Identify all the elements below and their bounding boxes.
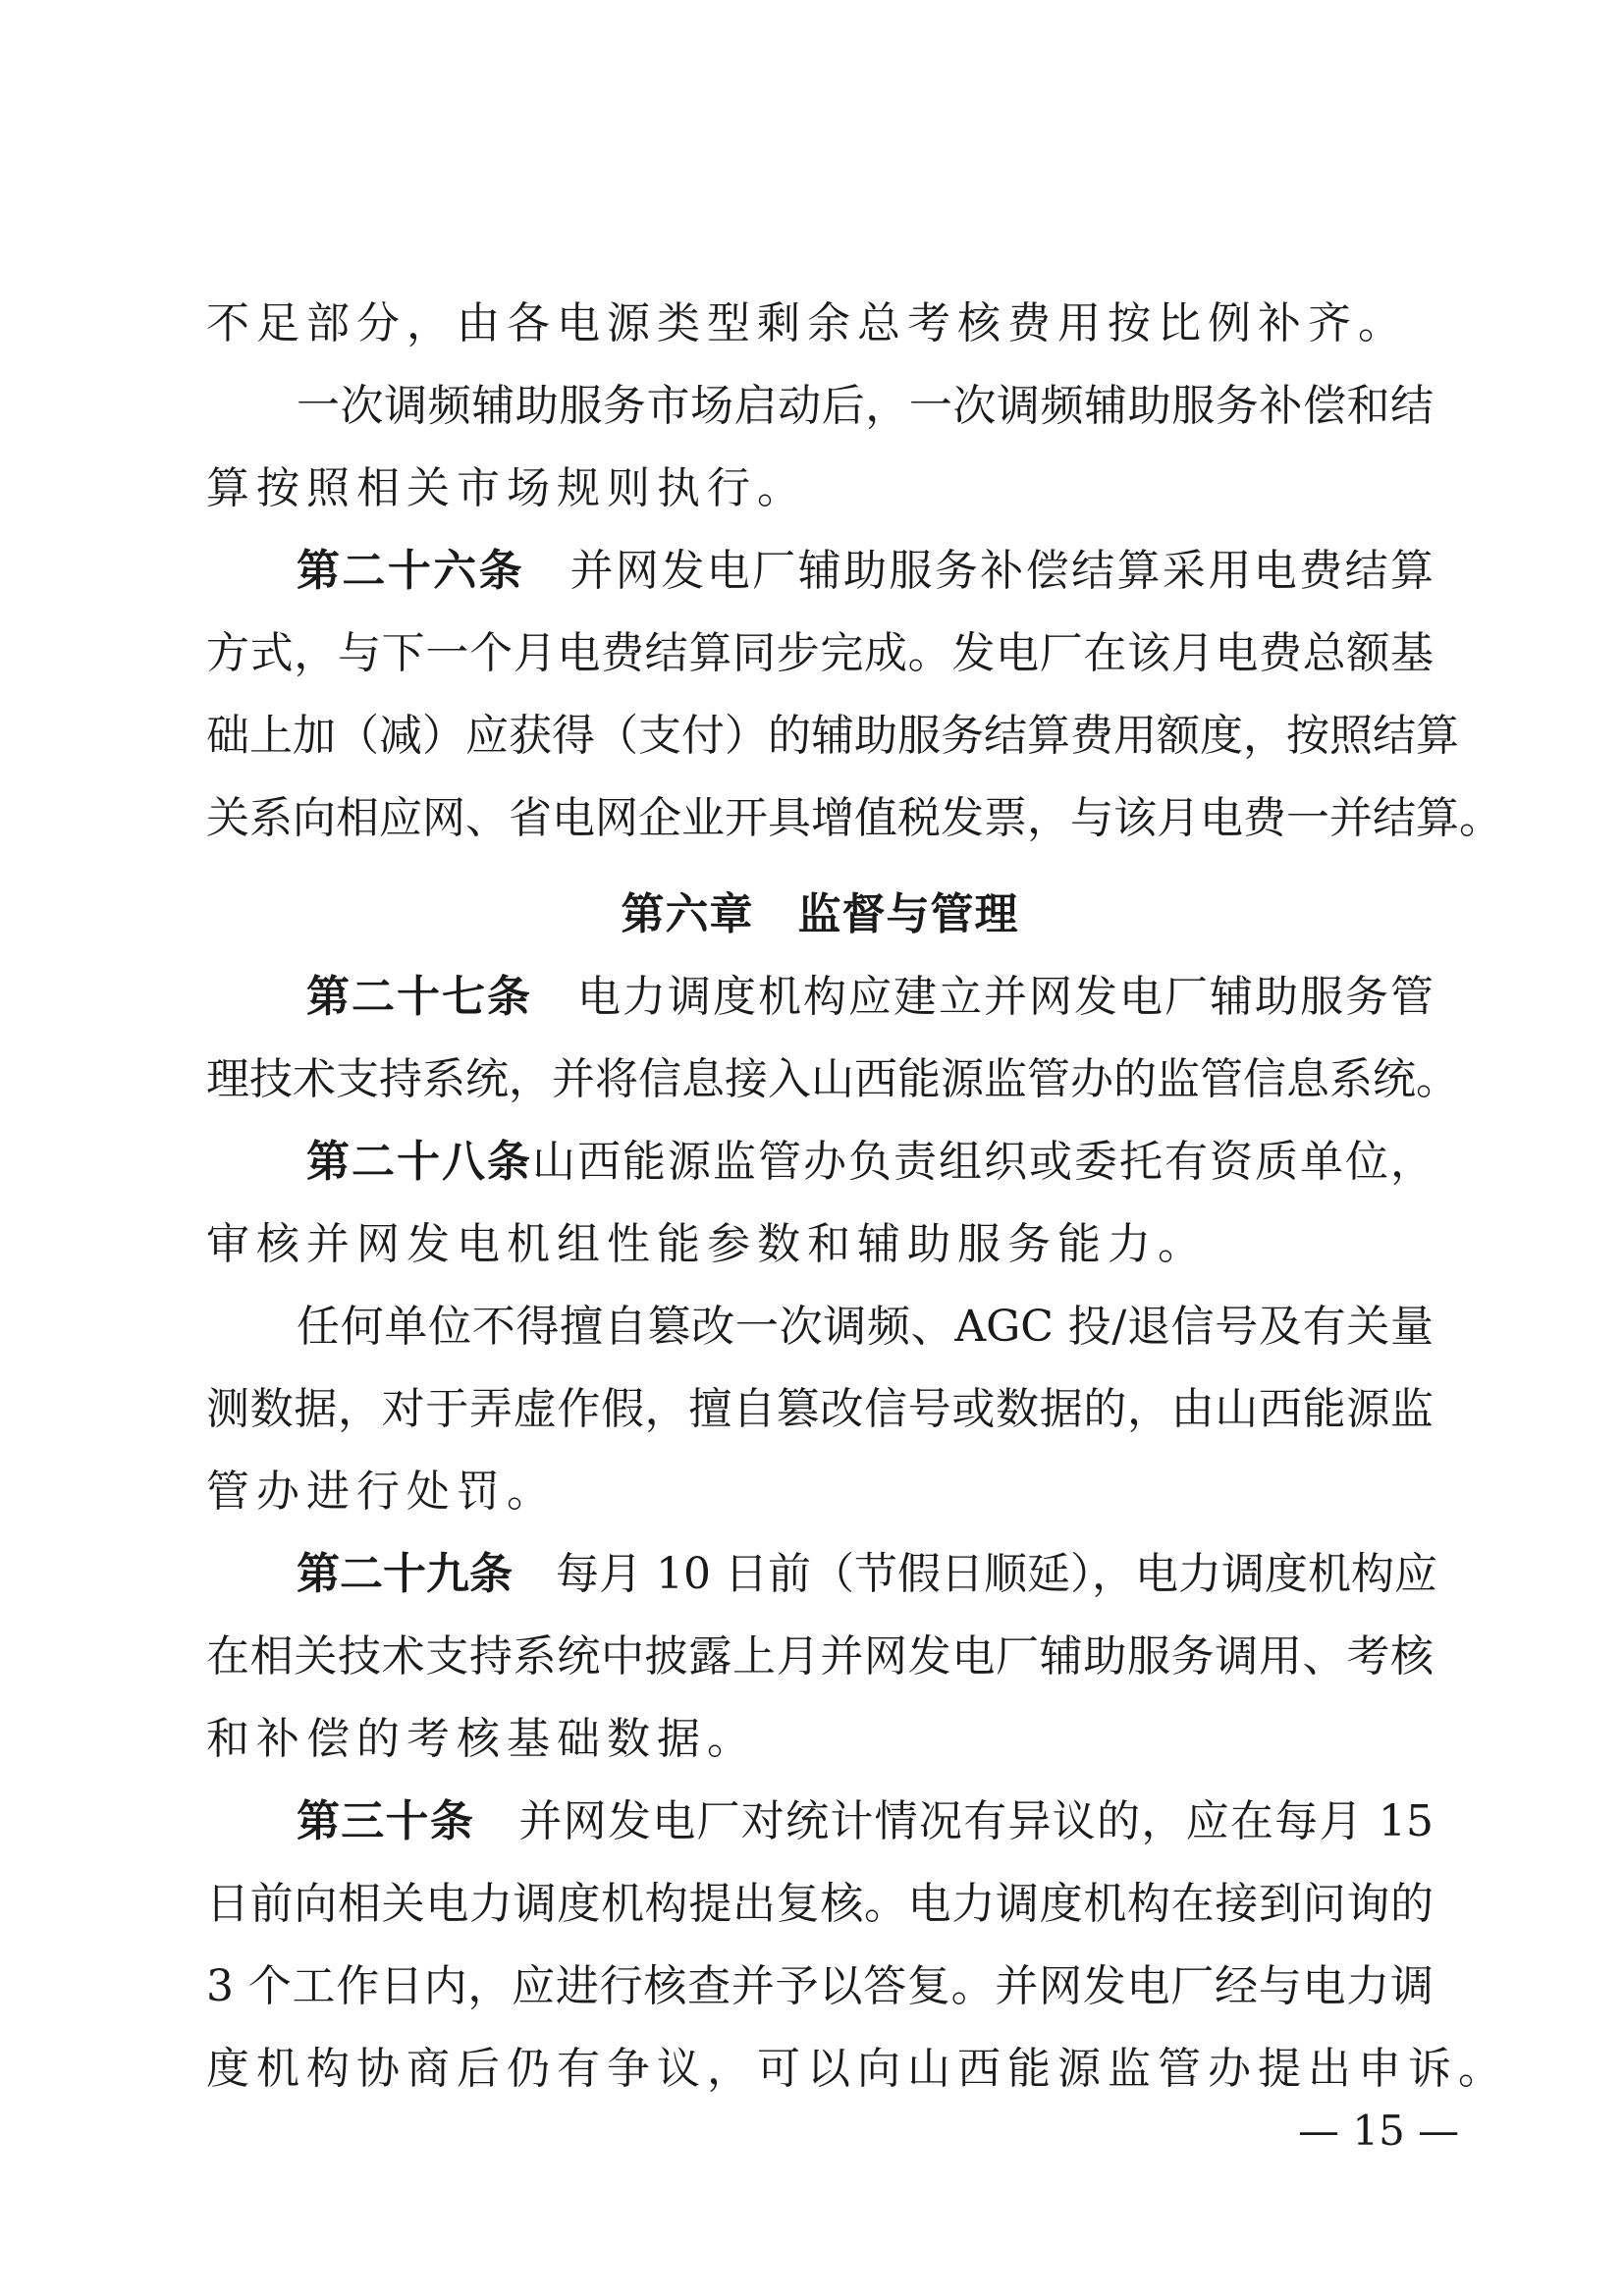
chapter-heading: 第六章 监督与管理 <box>621 889 1019 939</box>
article-label: 第三十条 <box>297 1796 475 1846</box>
text-line: 审核并网发电机组性能参数和辅助服务能力。 <box>206 1219 1208 1269</box>
article-27: 第二十七条 电力调度机构应建立并网发电厂辅助服务管 <box>306 972 1434 1022</box>
text-line: 在相关技术支持系统中披露上月并网发电厂辅助服务调用、考核 <box>206 1631 1434 1682</box>
article-29: 第二十九条 每月 10 日前（节假日顺延），电力调度机构应 <box>297 1549 1437 1599</box>
text-line: 算按照相关市场规则执行。 <box>206 463 807 513</box>
text-line: 测数据，对于弄虚作假，擅自篡改信号或数据的，由山西能源监 <box>206 1384 1434 1434</box>
article-label: 第二十九条 <box>297 1549 513 1599</box>
text-line: 任何单位不得擅自篡改一次调频、AGC 投/退信号及有关量 <box>297 1302 1434 1352</box>
page-number: — 15 — <box>1298 2107 1460 2155</box>
document-body <box>206 283 1508 2110</box>
text-line: 一次调频辅助服务市场启动后，一次调频辅助服务补偿和结 <box>297 381 1434 431</box>
article-label: 第二十六条 <box>297 546 525 596</box>
text-line: 关系向相应网、省电网企业开具增值税发票，与该月电费一并结算。 <box>206 793 1502 843</box>
text-line: 础上加（减）应获得（支付）的辅助服务结算费用额度，按照结算 <box>206 711 1459 761</box>
text-line: 日前向相关电力调度机构提出复核。电力调度机构在接到问询的 <box>206 1879 1434 1929</box>
article-30: 第三十条 并网发电厂对统计情况有异议的，应在每月 15 <box>297 1796 1434 1846</box>
text-line: 3 个工作日内，应进行核查并予以答复。并网发电厂经与电力调 <box>206 1961 1434 2011</box>
text-line: 方式，与下一个月电费结算同步完成。发电厂在该月电费总额基 <box>206 628 1434 678</box>
text-line: 和补偿的考核基础数据。 <box>206 1714 757 1764</box>
text-line: 度机构协商后仍有争议，可以向山西能源监管办提出申诉。 <box>206 2044 1508 2094</box>
article-label: 第二十七条 <box>306 972 532 1022</box>
article-28: 第二十八条山西能源监管办负责组织或委托有资质单位， <box>306 1137 1434 1187</box>
text-line: 理技术支持系统，并将信息接入山西能源监管办的监管信息系统。 <box>206 1054 1459 1104</box>
text-line: 不足部分，由各电源类型剩余总考核费用按比例补齐。 <box>206 298 1408 348</box>
text-line: 管办进行处罚。 <box>206 1467 557 1517</box>
article-label: 第二十八条 <box>306 1137 532 1187</box>
article-26: 第二十六条 并网发电厂辅助服务补偿结算采用电费结算 <box>297 546 1435 596</box>
